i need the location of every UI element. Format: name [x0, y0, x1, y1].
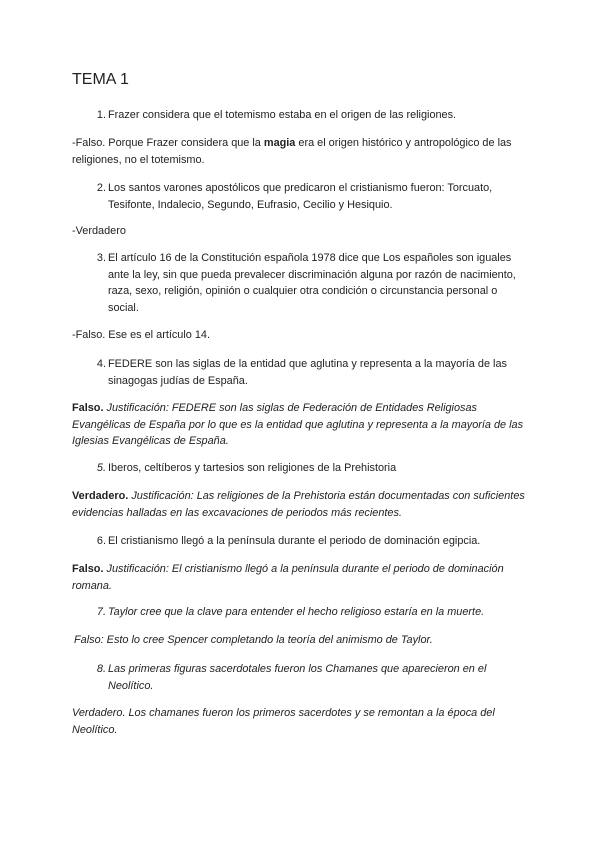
question-2	[92, 180, 528, 213]
answer-3: -Falso. Ese es el artículo 14.	[72, 329, 211, 341]
question-1	[92, 107, 528, 124]
answer-2: -Verdadero	[72, 225, 126, 237]
question-text: El artículo 16 de la Constitución española 1978 dice que Los españoles son iguales ante la ley, sin que pueda prevalecer discriminación alguna por razón de nacimiento, raza, sexo, religión, opinión o cualquier otra condición o circunstancia personal o social.	[108, 252, 516, 314]
answer-6	[72, 561, 528, 594]
question-number: 4.	[96, 358, 106, 370]
answer-8: Verdadero. Los chamanes fueron los primeros sacerdotes y se remontan a la época del Neolítico.	[72, 707, 495, 736]
answer-bold-word: magia	[263, 137, 296, 149]
question-number: 1.	[96, 109, 106, 121]
question-text: Taylor cree que la clave para entender el hecho religioso estaría en la muerte.	[108, 606, 485, 618]
question-number: 7.	[96, 606, 106, 618]
question-number: 5.	[96, 462, 106, 474]
question-4	[92, 356, 528, 389]
question-number: 3.	[96, 252, 106, 264]
answer-7: Falso: Esto lo cree Spencer completando la teoría del animismo de Taylor.	[74, 634, 433, 646]
question-8	[92, 661, 528, 694]
question-text: Los santos varones apostólicos que predicaron el cristianismo fueron: Torcuato, Tesifonte, Indalecio, Segundo, Eufrasio, Cecilio y Hesiquio.	[108, 182, 493, 211]
question-5	[92, 460, 528, 477]
answer-4	[72, 400, 528, 450]
question-text: Las primeras figuras sacerdotales fueron los Chamanes que aparecieron en el Neolítico.	[108, 663, 487, 692]
page-title: TEMA 1	[72, 71, 129, 88]
answer-1	[72, 135, 528, 168]
question-text: Frazer considera que el totemismo estaba en el origen de las religiones.	[108, 109, 457, 121]
question-text: El cristianismo llegó a la península durante el periodo de dominación egipcia.	[108, 535, 481, 547]
answer-justification: Justificación: FEDERE son las siglas de Federación de Entidades Religiosas Evangélicas de España por lo que es la entidad que aglutina y representa a la mayoría de las Iglesias Evangélicas de España.	[72, 402, 524, 448]
answer-justification: Justificación: El cristianismo llegó a la península durante el periodo de dominación romana.	[72, 563, 504, 592]
answer-verdict: Falso.	[72, 402, 104, 414]
question-3	[92, 250, 528, 316]
answer-text: era el origen histórico y antropológico de las religiones, no el totemismo.	[72, 137, 512, 166]
question-6	[92, 533, 528, 550]
question-text: FEDERE son las siglas de la entidad que aglutina y representa a la mayoría de las sinagogas judías de España.	[108, 358, 507, 387]
question-number: 2.	[96, 182, 106, 194]
question-number: 8.	[96, 663, 106, 675]
question-number: 6.	[96, 535, 106, 547]
answer-verdict: Verdadero.	[72, 490, 129, 502]
answer-justification: Justificación: Las religiones de la Prehistoria están documentadas con suficientes evidencias halladas en las excavaciones de periodos más recientes.	[72, 490, 525, 519]
question-text: Iberos, celtíberos y tartesios son religiones de la Prehistoria	[108, 462, 397, 474]
question-7	[92, 604, 528, 621]
answer-text: -Falso. Porque Frazer considera que la	[72, 137, 264, 149]
answer-verdict: Falso.	[72, 563, 104, 575]
answer-5	[72, 488, 528, 521]
